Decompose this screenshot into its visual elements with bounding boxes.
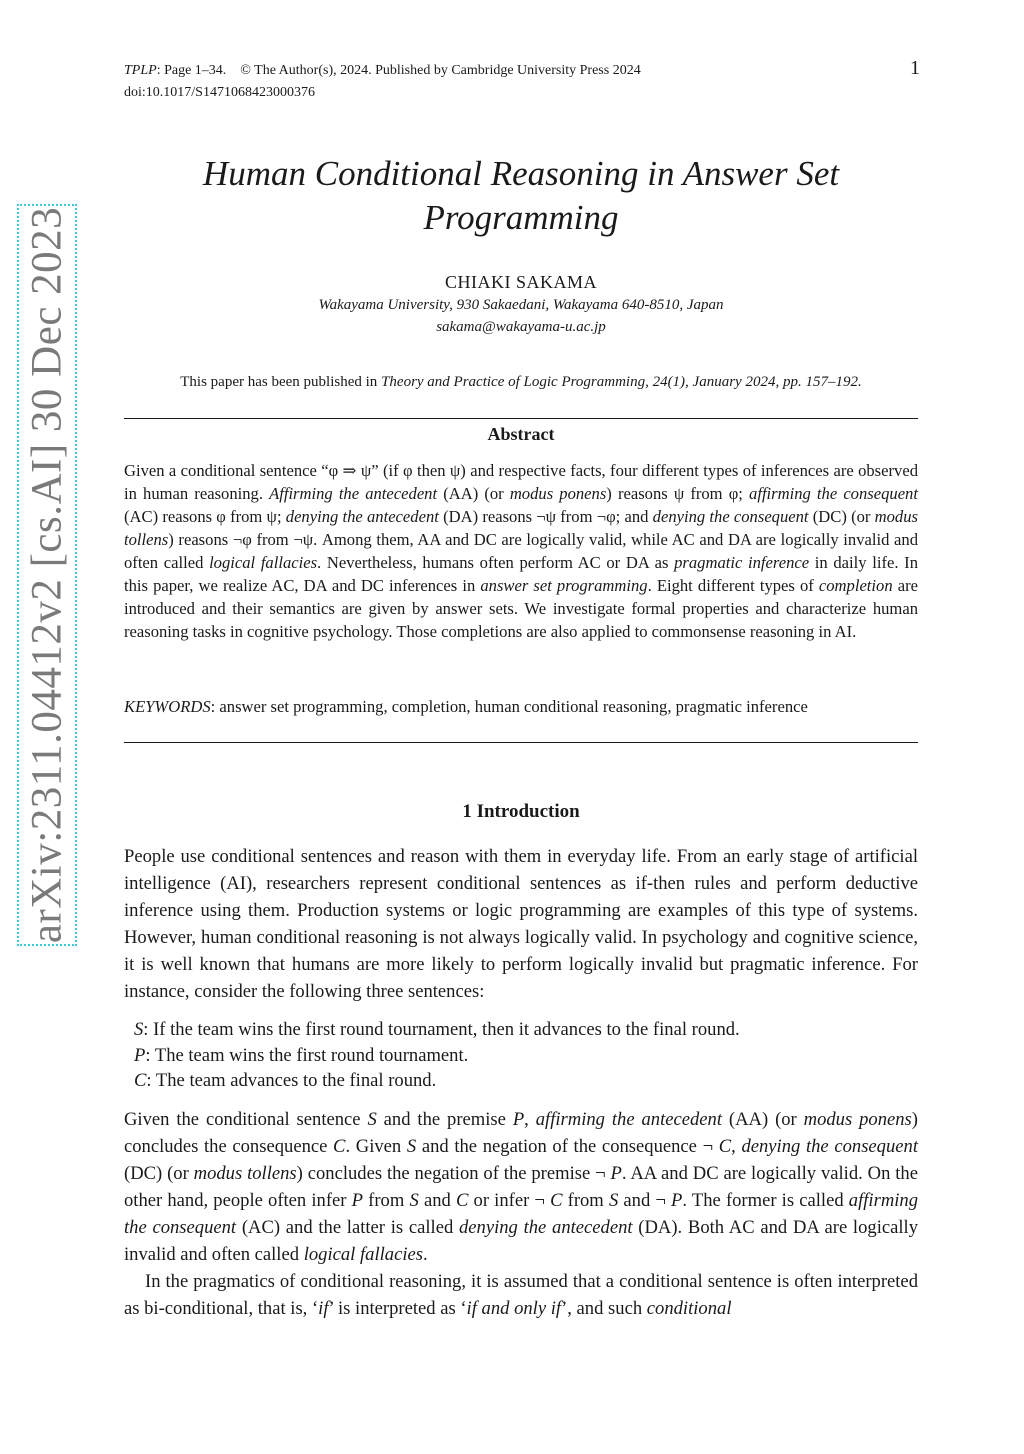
- copyright-line: © The Author(s), 2024. Published by Cambridge University Press 2024: [240, 63, 641, 78]
- section-heading: 1 Introduction: [462, 801, 580, 822]
- list-item: C: The team advances to the final round.: [134, 1070, 437, 1091]
- example-sentences: [134, 1017, 740, 1094]
- abstract-bottom-rule: [124, 742, 918, 743]
- keywords-text: : answer set programming, completion, human conditional reasoning, pragmatic inference: [210, 697, 808, 716]
- running-header: [124, 60, 641, 104]
- pubnote-prefix: This paper has been published in: [180, 374, 382, 390]
- title-line-2: Programming: [423, 198, 619, 237]
- doi: doi:10.1017/S1471068423000376: [124, 85, 315, 100]
- intro-paragraph-3: In the pragmatics of conditional reasoning, it is assumed that a conditional sentence is often interpreted as bi-conditional, that is, ‘if’ is interpreted as ‘if and only if’, and such conditional: [124, 1271, 918, 1319]
- title-line-1: Human Conditional Reasoning in Answer Set: [202, 154, 840, 193]
- arxiv-id: arXiv:2311.04412v2 [cs.AI] 30 Dec 2023: [23, 206, 71, 944]
- arxiv-stamp: [17, 204, 77, 946]
- email: sakama@wakayama-u.ac.jp: [436, 319, 606, 335]
- pubnote-venue: Theory and Practice of Logic Programming, 24(1), January 2024, pp. 157–192.: [381, 374, 862, 390]
- publication-note: [124, 374, 918, 391]
- intro-paragraph-2: Given the conditional sentence S and the premise P, affirming the antecedent (AA) (or modus ponens) concludes the consequence C. Given S and the negation of the consequence ¬ C, denying the consequent (DC) (or modus tollens) concludes the negation of the premise ¬ P. AA and DC are logically valid. On the other hand, people often infer P from S and C or infer ¬ C from S and ¬ P. The former is called affirming the consequent (AC) and the latter is called denying the antecedent (DA). Both AC and DA are logically invalid and often called logical fallacies.: [124, 1109, 919, 1265]
- author-name: CHIAKI SAKAMA: [444, 272, 597, 292]
- affiliation: Wakayama University, 930 Sakaedani, Wakayama 640-8510, Japan: [318, 297, 724, 313]
- keywords: [124, 697, 918, 717]
- list-item: P: The team wins the first round tournament.: [134, 1044, 469, 1066]
- journal-abbrev: TPLP: [124, 63, 157, 78]
- author-block: [124, 294, 918, 338]
- keywords-label: KEYWORDS: [124, 697, 211, 716]
- abstract-text: Given a conditional sentence “φ ⇒ ψ” (if φ then ψ) and respective facts, four different types of inferences are observed in human reasoning. Affirming the antecedent (AA) (or modus ponens) reasons ψ from φ; affirming the consequent (AC) reasons φ from ψ; denying the antecedent (DA) reasons ¬ψ from ¬φ; and denying the consequent (DC) (or modus tollens) reasons ¬φ from ¬ψ. Among them, AA and DC are logically valid, while AC and DA are logically invalid and often called logical fallacies. Nevertheless, humans often perform AC or DA as pragmatic inference in daily life. In this paper, we realize AC, DA and DC inferences in answer set programming. Eight different types of completion are introduced and their semantics are given by answer sets. We investigate formal properties and characterize human reasoning tasks in cognitive psychology. Those completions are also applied to commonsense reasoning in AI.: [124, 461, 918, 641]
- page-range: : Page 1–34.: [156, 63, 227, 78]
- list-item: S: If the team wins the first round tournament, then it advances to the final round.: [134, 1019, 740, 1040]
- abstract-top-rule: [124, 418, 918, 419]
- abstract-heading: Abstract: [487, 424, 555, 444]
- intro-paragraph-1: People use conditional sentences and reason with them in everyday life. From an early stage of artificial intelligence (AI), researchers represent conditional sentences as if-then rules and perform deductive inference using them. Production systems or logic programming are examples of this type of systems. However, human conditional reasoning is not always logically valid. In psychology and cognitive science, it is well known that humans are more likely to perform logically invalid but pragmatic inference. For instance, consider the following three sentences:: [124, 846, 918, 1002]
- page-number: 1: [910, 57, 920, 79]
- paper-title: [124, 152, 918, 240]
